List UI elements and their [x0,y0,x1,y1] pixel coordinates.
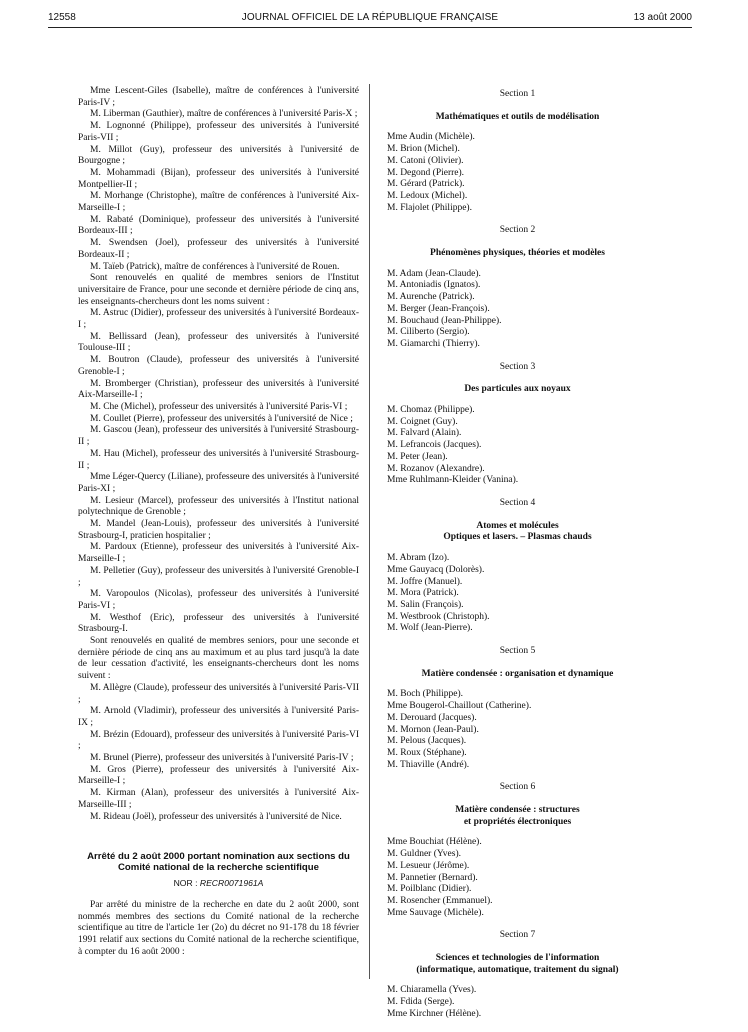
decree-paragraph: M. Rideau (Joël), professeur des universités à l'université de Nice. [90,811,342,822]
decree-paragraph: M. Mandel (Jean-Louis), professeur des universités à l'université Strasbourg-I, praticien hospitalier ; [78,519,359,541]
decree-paragraph: M. Coullet (Pierre), professeur des universités à l'université de Nice ; [90,413,353,424]
decree-paragraph: Mme Lescent-Giles (Isabelle), maître de conférences à l'université Paris-IV ; [78,86,359,108]
decree-paragraph: M. Brunel (Pierre), professeur des universités à l'université Paris-IV ; [90,753,354,764]
committee-section [385,930,650,1020]
section-heading-line: Matière condensée : structures [455,805,580,816]
committee-section [385,225,650,350]
right-column [385,86,650,1032]
section-heading-line: Optiques et lasers. – Plasmas chauds [443,532,592,543]
section-member: M. Aurenche (Patrick). [387,292,475,303]
decree-paragraph: M. Swendsen (Joel), professeur des universités à l'université Bordeaux-II ; [78,238,359,260]
section-heading [385,805,650,828]
decree-paragraph: M. Varopoulos (Nicolas), professeur des universités à l'université Paris-VI ; [78,589,359,611]
section-heading-line: Matière condensée : organisation et dynamique [421,668,614,679]
section-member: M. Pannetier (Bernard). [387,872,478,883]
section-member: M. Guldner (Yves). [387,849,461,860]
decree-paragraph: M. Pardoux (Etienne), professeur des universités à l'université Aix-Marseille-I ; [78,542,359,565]
decree-paragraph: M. Lesieur (Marcel), professeur des universités à l'Institut national polytechnique de Grenoble ; [78,495,359,518]
committee-section [385,89,650,214]
section-member: M. Coignet (Guy). [387,416,458,427]
section-heading-line: Atomes et molécules [476,520,559,531]
section-label: Section 1 [499,89,536,99]
section-member: M. Ledoux (Michel). [387,190,468,201]
decree-paragraph: M. Allègre (Claude), professeur des universités à l'université Paris-VII ; [78,682,359,705]
section-member: M. Westbrook (Christoph). [387,611,490,622]
decree-paragraph: M. Millot (Guy), professeur des universités à l'université de Bourgogne ; [78,144,359,167]
section-member: Mme Bouchiat (Hélène). [387,837,482,848]
section-member: M. Boch (Philippe). [387,689,463,700]
section-heading-line: et propriétés électroniques [463,816,572,827]
section-member: M. Poilblanc (Didier). [387,884,472,895]
decree-paragraph: M. Gros (Pierre), professeur des universités à l'université Aix-Marseille-I ; [78,764,359,787]
section-label: Section 4 [499,497,536,508]
section-member: M. Degond (Pierre). [387,167,465,178]
arrete-body: Par arrêté du ministre de la recherche en date du 2 août 2000, sont nommés membres des sections du Comité national de la recherche scientifique au titre de l'article 1er (2o) du décret no 91-178 du 18 février 1991 relatif aux sections du Comité national de la recherche scientifique, à compter du 16 août 2000 : [78,900,359,957]
decree-paragraph: M. Hau (Michel), professeur des universités à l'université Strasbourg-II ; [78,448,359,471]
decree-paragraph: Mme Léger-Quercy (Liliane), professeure des universités à l'université Paris-XI ; [78,472,360,494]
section-member: Mme Sauvage (Michèle). [387,907,484,918]
section-label: Section 3 [499,361,536,372]
section-member: Mme Bougerol-Chaillout (Catherine). [387,701,532,712]
decree-paragraph: M. Lognonné (Philippe), professeur des universités à l'université Paris-VII ; [78,121,359,143]
decree-paragraph: M. Pelletier (Guy), professeur des universités à l'université Grenoble-I ; [78,565,359,588]
committee-section [385,646,650,771]
section-member: M. Pelous (Jacques). [387,736,467,747]
section-member: M. Abram (Izo). [387,553,450,564]
section-heading [385,384,650,396]
section-member: Mme Ruhlmann-Kleider (Vanina). [387,475,519,486]
decree-paragraph: M. Boutron (Claude), professeur des universités à l'université Grenoble-I ; [78,355,359,377]
section-member: M. Brion (Michel). [387,144,460,155]
nor-reference [78,878,359,890]
section-member: M. Flajolet (Philippe). [387,202,472,213]
committee-section [385,362,650,487]
section-heading [385,521,650,544]
section-heading-line: Phénomènes physiques, théories et modèles [430,248,605,259]
issue-date: 13 août 2000 [633,12,692,23]
journal-title: JOURNAL OFFICIEL DE LA RÉPUBLIQUE FRANÇAISE [241,12,499,23]
section-member: M. Derouard (Jacques). [387,712,477,723]
page-header [48,12,692,28]
decree-paragraph: M. Che (Michel), professeur des universités à l'université Paris-VI ; [90,401,348,412]
section-member: M. Lesueur (Jérôme). [387,860,470,871]
section-member: M. Fdida (Serge). [387,997,455,1008]
section-heading [385,112,650,124]
section-heading-line: Mathématiques et outils de modélisation [435,111,600,122]
section-heading [385,669,650,681]
section-member: M. Roux (Stéphane). [387,747,467,758]
section-member: M. Antoniadis (Ignatos). [387,280,481,291]
section-member: M. Salin (François). [387,599,464,610]
decree-paragraph: Sont renouvelés en qualité de membres seniors de l'Institut universitaire de France, pour une seconde et dernière période de cinq ans, les enseignants-chercheurs dont les noms suivent : [78,273,359,307]
header-rule [48,27,692,28]
section-label: Section 6 [499,782,536,793]
section-member: M. Chiaramella (Yves). [387,985,477,996]
section-member: Mme Audin (Michèle). [387,132,475,143]
section-member: M. Giamarchi (Thierry). [387,338,480,349]
decree-paragraph: M. Arnold (Vladimir), professeur des universités à l'université Paris-IX ; [78,706,359,728]
decree-paragraph: M. Mohammadi (Bijan), professeur des universités à l'université Montpellier-II ; [78,167,359,190]
section-label: Section 7 [499,930,536,941]
section-heading-line: Sciences et technologies de l'information [435,953,600,964]
decree-paragraph: M. Morhange (Christophe), maître de conférences à l'université Aix-Marseille-I ; [78,191,359,214]
decree-paragraph: Sont renouvelés en qualité de membres seniors, pour une seconde et dernière période de cinq ans au maximum et au plus tard jusqu'à la date de leur cessation d'activité, les enseignants-chercheurs dont les noms suivent : [78,636,359,682]
section-member: Mme Gauyacq (Dolorès). [387,564,485,575]
section-member: M. Joffre (Manuel). [387,576,463,587]
section-member: M. Berger (Jean-François). [387,303,490,314]
section-member: M. Bouchaud (Jean-Philippe). [387,315,502,326]
section-member: M. Catoni (Olivier). [387,155,464,166]
decree-paragraph: M. Astruc (Didier), professeur des universités à l'université Bordeaux-I ; [78,308,359,331]
section-member: Mme Kirchner (Hélène). [387,1008,482,1019]
arrete-title: Arrêté du 2 août 2000 portant nomination aux sections du Comité national de la recherche scientifique [87,851,350,874]
section-member: M. Rozanov (Alexandre). [387,463,485,474]
section-member: M. Falvard (Alain). [387,428,462,439]
decree-paragraph: M. Rabaté (Dominique), professeur des universités à l'université Bordeaux-III ; [78,214,359,237]
left-column [78,86,359,959]
decree-paragraph: M. Kirman (Alan), professeur des universités à l'université Aix-Marseille-III ; [78,788,359,810]
section-member: M. Ciliberto (Sergio). [387,327,470,338]
decree-paragraph: M. Gascou (Jean), professeur des universités à l'université Strasbourg-II ; [78,425,359,448]
decree-paragraph: M. Liberman (Gauthier), maître de conférences à l'université Paris-X ; [90,109,358,120]
decree-paragraphs [78,86,359,823]
decree-paragraph: M. Bromberger (Christian), professeur des universités à l'université Aix-Marseille-I ; [78,378,359,401]
section-member: M. Mornon (Jean-Paul). [387,724,479,735]
section-heading-line: (informatique, automatique, traitement du signal) [416,964,619,975]
section-heading [385,248,650,260]
section-member: M. Peter (Jean). [387,451,448,462]
page-number: 12558 [48,12,76,23]
committee-section [385,782,650,919]
nor-code: RECR0071961A [199,878,264,889]
decree-paragraph: M. Brézin (Edouard), professeur des universités à l'université Paris-VI ; [78,729,359,752]
section-label: Section 2 [499,225,536,236]
section-member: M. Chomaz (Philippe). [387,405,475,416]
section-member: M. Wolf (Jean-Pierre). [387,623,473,634]
section-member: M. Mora (Patrick). [387,588,459,599]
section-member: M. Gérard (Patrick). [387,179,465,190]
section-label: Section 5 [499,646,536,657]
decree-paragraph: M. Bellissard (Jean), professeur des universités à l'université Toulouse-III ; [78,331,359,354]
section-member: M. Lefrancois (Jacques). [387,440,482,451]
section-heading-line: Des particules aux noyaux [464,384,571,395]
column-separator [369,84,370,979]
nor-label: NOR : [173,878,200,889]
section-member: M. Rosencher (Emmanuel). [387,895,493,906]
committee-section [385,498,650,635]
decree-paragraph: M. Westhof (Eric), professeur des universités à l'université Strasbourg-I. [78,612,359,635]
section-member: M. Thiaville (André). [387,759,470,770]
section-heading [385,953,650,976]
decree-paragraph: M. Taïeb (Patrick), maître de conférences à l'université de Rouen. [90,261,340,272]
section-member: M. Adam (Jean-Claude). [387,268,481,279]
